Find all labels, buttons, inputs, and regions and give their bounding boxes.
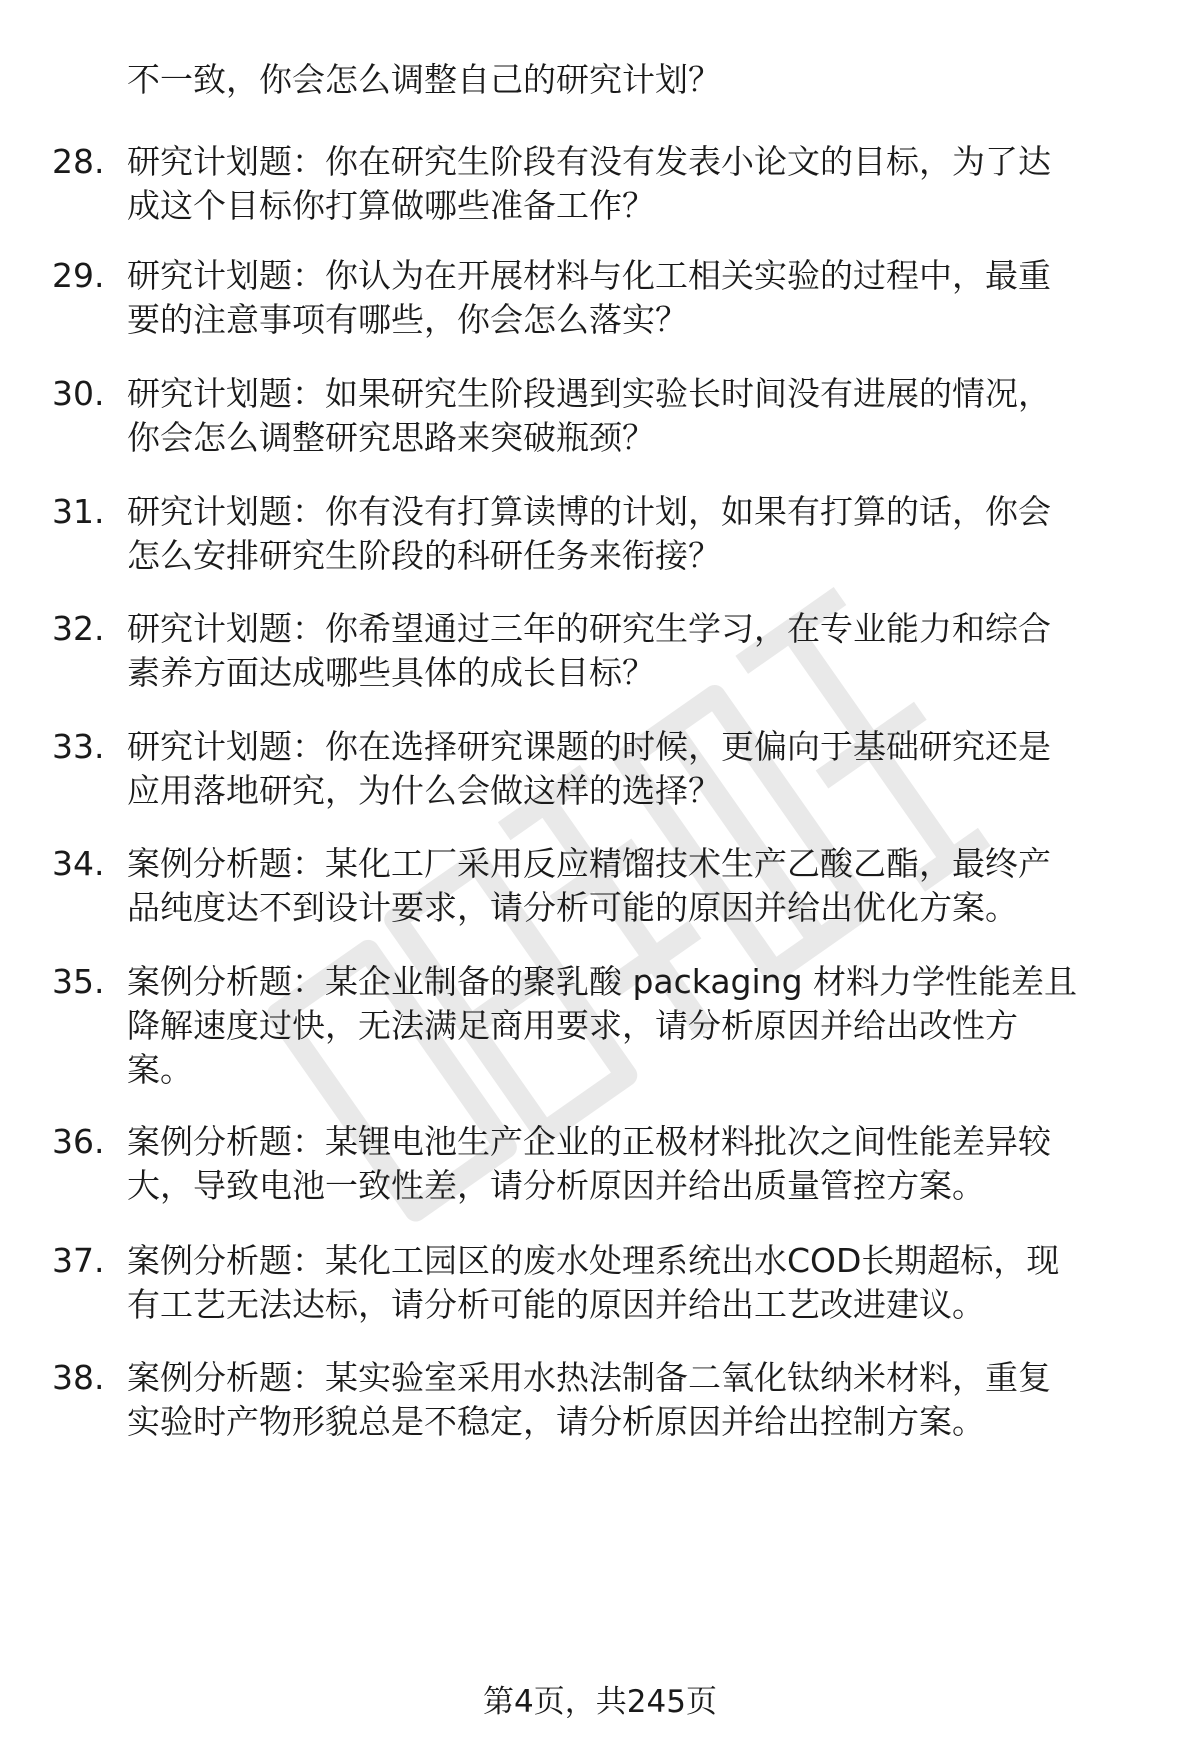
question-text-line: 怎么安排研究生阶段的科研任务来衔接？ <box>127 536 721 575</box>
question-number: 38. <box>52 1358 105 1397</box>
question-number: 31. <box>52 492 105 531</box>
question-text-line: 大，导致电池一致性差，请分析原因并给出质量管控方案。 <box>127 1166 985 1205</box>
question-text-line: 案。 <box>127 1050 193 1089</box>
question-number: 36. <box>52 1122 105 1161</box>
question-text-line: 研究计划题：你认为在开展材料与化工相关实验的过程中，最重 <box>127 256 1051 295</box>
question-text-line: 降解速度过快，无法满足商用要求，请分析原因并给出改性方 <box>127 1006 1018 1045</box>
question-text-line: 应用落地研究，为什么会做这样的选择？ <box>127 771 721 810</box>
question-number: 32. <box>52 609 105 648</box>
question-number: 35. <box>52 962 105 1001</box>
question-text-line: 成这个目标你打算做哪些准备工作？ <box>127 186 655 225</box>
question-text-line: 你会怎么调整研究思路来突破瓶颈？ <box>127 418 655 457</box>
question-number: 30. <box>52 374 105 413</box>
question-text-line: 素养方面达成哪些具体的成长目标？ <box>127 653 655 692</box>
question-text-line: 研究计划题：你在选择研究课题的时候，更偏向于基础研究还是 <box>127 727 1051 766</box>
question-text-line: 研究计划题：你有没有打算读博的计划，如果有打算的话，你会 <box>127 492 1051 531</box>
question-number: 28. <box>52 142 105 181</box>
question-number: 37. <box>52 1241 105 1280</box>
question-text-line: 案例分析题：某实验室采用水热法制备二氧化钛纳米材料，重复 <box>127 1358 1051 1397</box>
question-text-line: 研究计划题：如果研究生阶段遇到实验长时间没有进展的情况， <box>127 374 1051 413</box>
page-footer: 第4页，共245页 <box>483 1684 717 1720</box>
question-text-line: 研究计划题：你希望通过三年的研究生学习，在专业能力和综合 <box>127 609 1051 648</box>
question-text-line: 案例分析题：某化工厂采用反应精馏技术生产乙酸乙酯，最终产 <box>127 844 1051 883</box>
question-number: 34. <box>52 844 105 883</box>
question-text-line: 研究计划题：你在研究生阶段有没有发表小论文的目标，为了达 <box>127 142 1051 181</box>
question-number: 29. <box>52 256 105 295</box>
question-text-line: 案例分析题：某企业制备的聚乳酸 packaging 材料力学性能差且 <box>127 962 1078 1001</box>
continued-question-text: 不一致，你会怎么调整自己的研究计划？ <box>127 60 721 99</box>
question-text-line: 案例分析题：某锂电池生产企业的正极材料批次之间性能差异较 <box>127 1122 1051 1161</box>
question-text-line: 品纯度达不到设计要求，请分析可能的原因并给出优化方案。 <box>127 888 1018 927</box>
question-text-line: 要的注意事项有哪些，你会怎么落实？ <box>127 300 688 339</box>
question-number: 33. <box>52 727 105 766</box>
question-text-line: 实验时产物形貌总是不稳定，请分析原因并给出控制方案。 <box>127 1402 985 1441</box>
question-text-line: 案例分析题：某化工园区的废水处理系统出水COD长期超标，现 <box>127 1241 1060 1280</box>
question-text-line: 有工艺无法达标，请分析可能的原因并给出工艺改进建议。 <box>127 1285 985 1324</box>
